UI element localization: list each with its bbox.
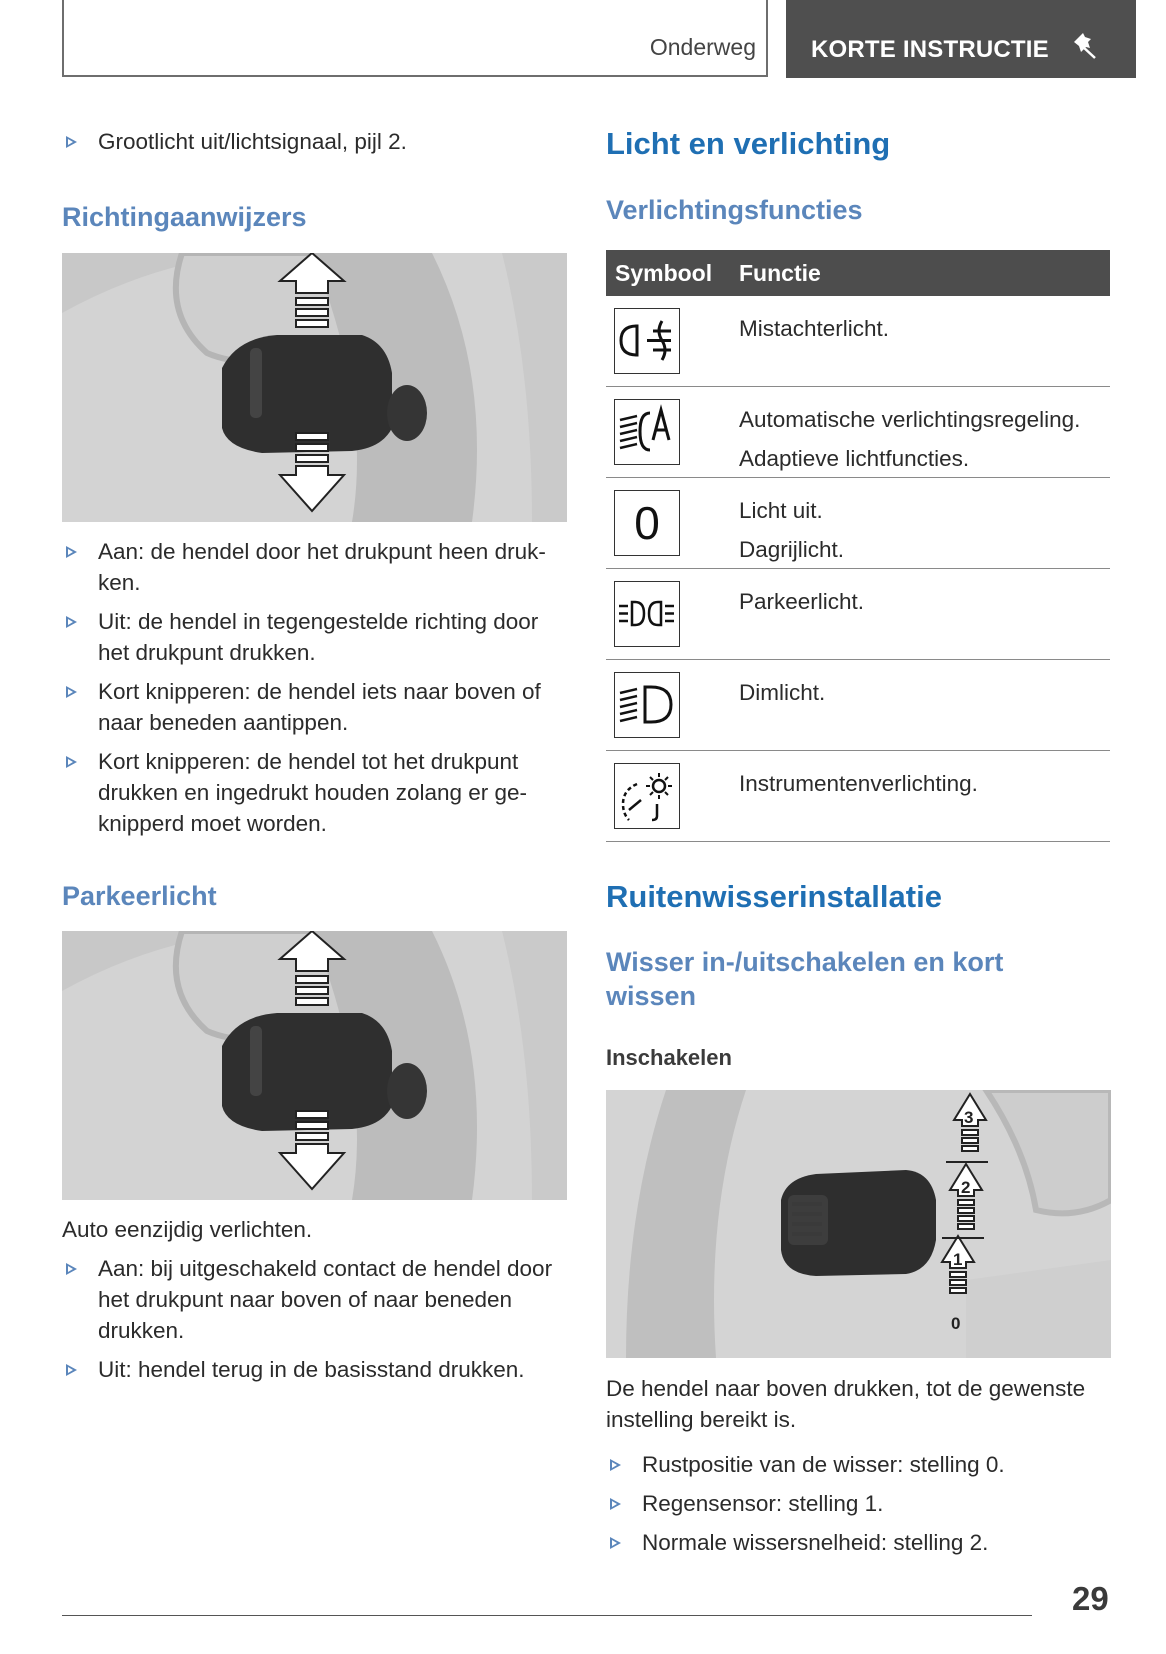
parkeer-bullet-list — [62, 1253, 582, 1393]
list-item: Regensensor: stelling 1. — [606, 1488, 1126, 1519]
page-number: 29 — [1072, 1580, 1109, 1617]
list-item: Aan: de hendel door het drukpunt heen druk- ken. — [62, 536, 582, 598]
heading-verlichtingsfuncties: Verlichtingsfuncties — [606, 195, 863, 225]
footer-rule — [62, 1615, 1032, 1616]
table-row — [606, 296, 1110, 387]
table-row — [606, 569, 1110, 660]
header-tab[interactable] — [786, 0, 1136, 78]
wiper-lever-figure — [606, 1090, 1111, 1358]
list-item: Rustpositie van de wisser: stelling 0. — [606, 1449, 1126, 1480]
parking-light-icon — [614, 581, 680, 647]
table-row — [606, 387, 1110, 478]
list-item: Kort knipperen: de hendel iets naar boven of naar beneden aantippen. — [62, 676, 582, 738]
wiper-position-label: 0 — [951, 1314, 961, 1333]
wiper-position-label: 3 — [964, 1108, 974, 1127]
heading-ruitenwisserinstallatie: Ruitenwisserinstallatie — [606, 879, 942, 914]
lights-off-symbol: 0 — [634, 497, 660, 549]
list-item: Uit: de hendel in tegengestelde richting door het drukpunt drukken. — [62, 606, 582, 668]
table-row — [606, 478, 1110, 569]
parking-light-figure — [62, 931, 567, 1200]
table-row — [606, 660, 1110, 751]
function-text: Adaptieve lichtfuncties. — [739, 446, 970, 471]
column-header-function: Functie — [739, 260, 821, 286]
turn-signal-figure — [62, 253, 567, 522]
heading-wisser-in-uitschakelen: Wisser in-/uitschakelen en kort wissen — [606, 947, 1004, 1011]
wiper-position-label: 1 — [953, 1250, 963, 1269]
heading-parkeerlicht: Parkeerlicht — [62, 881, 217, 911]
lighting-functions-table — [606, 250, 1110, 842]
function-text: Dimlicht. — [739, 680, 826, 705]
parkeer-intro-text: Auto eenzijdig verlichten. — [62, 1217, 313, 1242]
richting-bullet-list — [62, 536, 582, 847]
table-row — [606, 751, 1110, 842]
list-item: Grootlicht uit/lichtsignaal, pijl 2. — [62, 126, 582, 157]
list-item: Kort knipperen: de hendel tot het drukpunt drukken en ingedrukt houden zolang er ge- knipperd moet worden. — [62, 746, 582, 839]
column-header-symbol: Symbool — [615, 260, 713, 286]
header-tab-label: KORTE INSTRUCTIE — [811, 36, 1049, 63]
heading-richtingaanwijzers: Richtingaanwijzers — [62, 202, 307, 232]
automatic-headlight-icon — [614, 399, 680, 465]
list-item: Uit: hendel terug in de basisstand drukken. — [62, 1354, 582, 1385]
lights-off-icon — [614, 490, 680, 556]
wiper-description: De hendel naar boven drukken, tot de gewenste instelling bereikt is. — [606, 1376, 1086, 1432]
wiper-position-label: 2 — [961, 1178, 971, 1197]
table-header — [606, 250, 1110, 296]
function-text: Parkeerlicht. — [739, 589, 865, 614]
header-section-title: Onderweg — [649, 34, 756, 60]
function-text: Licht uit. — [739, 498, 823, 523]
low-beam-icon — [614, 672, 680, 738]
heading-inschakelen: Inschakelen — [606, 1045, 732, 1070]
heading-licht-en-verlichting: Licht en verlichting — [606, 126, 891, 161]
function-text: Instrumentenverlichting. — [739, 771, 978, 796]
intro-bullet-list — [62, 126, 582, 165]
function-text: Automatische verlichtingsregeling. — [739, 407, 1081, 432]
instrument-lighting-icon — [614, 763, 680, 829]
function-text: Dagrijlicht. — [739, 537, 845, 562]
pushpin-icon — [1069, 30, 1099, 65]
rear-fog-light-icon — [614, 308, 680, 374]
list-item: Normale wissersnelheid: stelling 2. — [606, 1527, 1126, 1558]
list-item: Aan: bij uitgeschakeld contact de hendel door het drukpunt naar boven of naar beneden drukken. — [62, 1253, 582, 1346]
function-text: Mistachterlicht. — [739, 316, 890, 341]
wiper-bullet-list — [606, 1449, 1126, 1566]
